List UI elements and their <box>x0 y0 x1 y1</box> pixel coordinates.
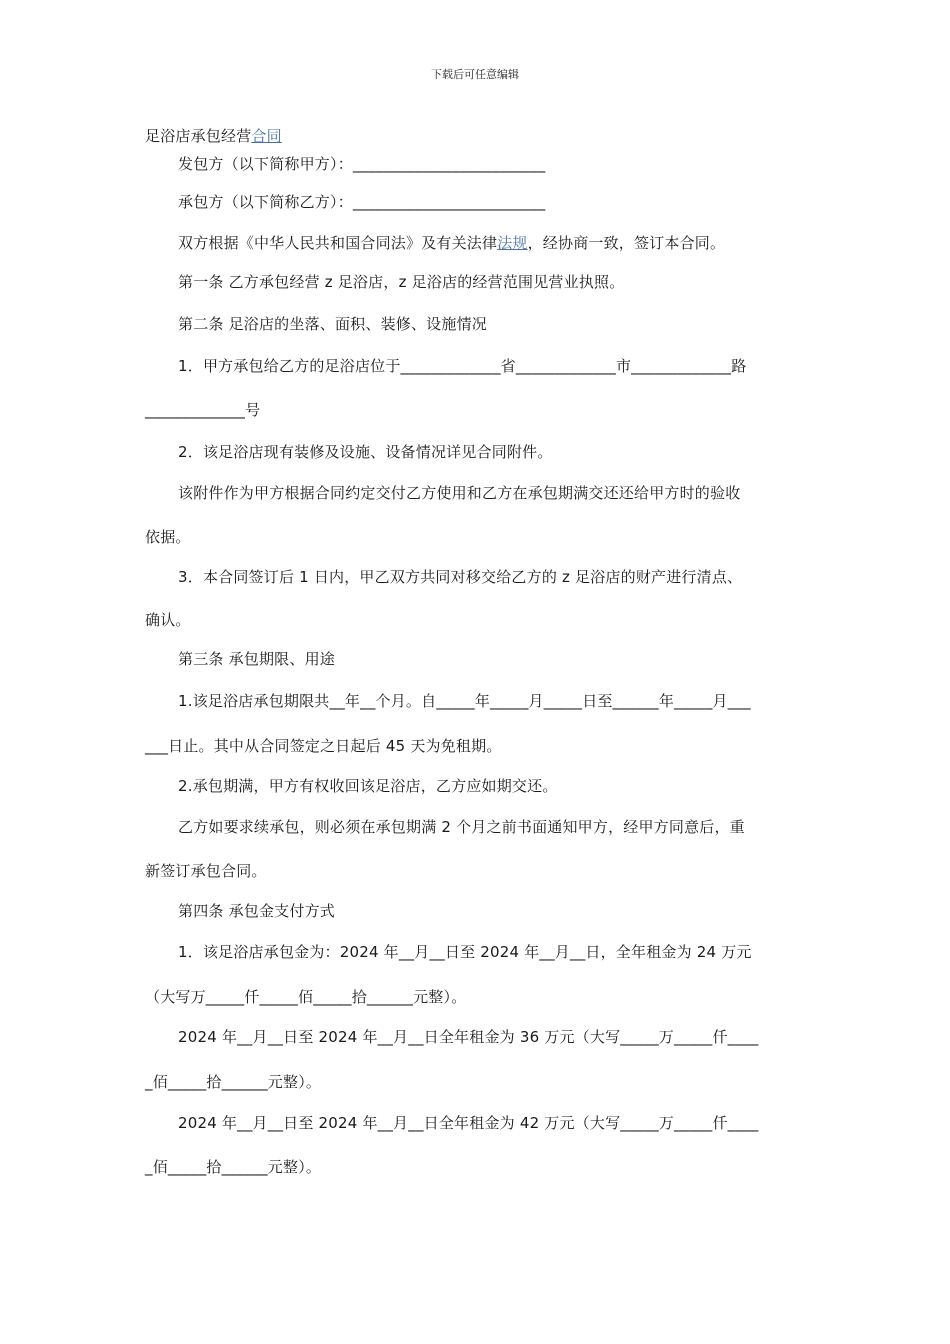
article-2-item-1-cont: _____________号 <box>145 401 261 419</box>
title-link[interactable]: 合同 <box>251 127 282 145</box>
preamble-line <box>178 233 810 253</box>
article-1: 第一条 乙方承包经营 z 足浴店，z 足浴店的经营范围见营业执照。 <box>178 273 625 291</box>
article-2-annex-note-cont: 依据。 <box>145 528 191 546</box>
article-3-item-1: 1.该足浴店承包期限共__年__个月。自_____年_____月_____日至______年_____月___ <box>178 692 751 710</box>
preamble-text-end: ，经协商一致，签订本合同。 <box>527 234 726 252</box>
article-2-heading: 第二条 足浴店的坐落、面积、装修、设施情况 <box>178 315 487 333</box>
article-2-item-3: 3．本合同签订后 1 日内，甲乙双方共同对移交给乙方的 z 足浴店的财产进行清点、 <box>178 568 743 586</box>
article-2-item-1: 1．甲方承包给乙方的足浴店位于_____________省_____________市_____________路 <box>178 357 747 375</box>
article-4-item-1-cont: （大写万_____仟_____佰_____拾______元整）。 <box>145 988 467 1006</box>
article-3-renewal-cont: 新签订承包合同。 <box>145 862 267 880</box>
article-2-item-2: 2．该足浴店现有装修及设施、设备情况详见合同附件。 <box>178 443 553 461</box>
page-header: 下载后可任意编辑 <box>431 68 519 81</box>
article-2-item-3-cont: 确认。 <box>145 611 191 629</box>
article-2-annex-note: 该附件作为甲方根据合同约定交付乙方使用和乙方在承包期满交还还给甲方时的验收 <box>178 484 741 502</box>
article-3-heading: 第三条 承包期限、用途 <box>178 650 335 668</box>
article-4-item-1: 1．该足浴店承包金为：2024 年__月__日至 2024 年__月__日，全年租金为 24 万元 <box>178 943 752 961</box>
article-4-rent-3: 2024 年__月__日至 2024 年__月__日全年租金为 42 万元（大写_____万_____仟____ <box>178 1114 759 1132</box>
article-4-rent-2-cont: _佰_____拾______元整）。 <box>145 1073 322 1091</box>
party-b-line: 承包方（以下简称乙方）：_________________________ <box>178 193 546 211</box>
title-text: 足浴店承包经营 <box>145 127 252 145</box>
party-a-line: 发包方（以下简称甲方）：_________________________ <box>178 155 546 173</box>
article-3-item-2: 2.承包期满，甲方有权收回该足浴店，乙方应如期交还。 <box>178 777 558 795</box>
article-4-rent-3-cont: _佰_____拾______元整）。 <box>145 1158 322 1176</box>
article-3-item-1-cont: ___日止。其中从合同签定之日起后 45 天为免租期。 <box>145 737 502 755</box>
regulations-link[interactable]: 法规 <box>497 234 528 252</box>
document-title <box>145 126 810 146</box>
article-4-heading: 第四条 承包金支付方式 <box>178 902 335 920</box>
article-4-rent-2: 2024 年__月__日至 2024 年__月__日全年租金为 36 万元（大写_____万_____仟____ <box>178 1028 759 1046</box>
preamble-text: 双方根据《中华人民共和国合同法》及有关法律 <box>178 234 498 252</box>
article-3-renewal: 乙方如要求续承包，则必须在承包期满 2 个月之前书面通知甲方，经甲方同意后，重 <box>178 818 745 836</box>
